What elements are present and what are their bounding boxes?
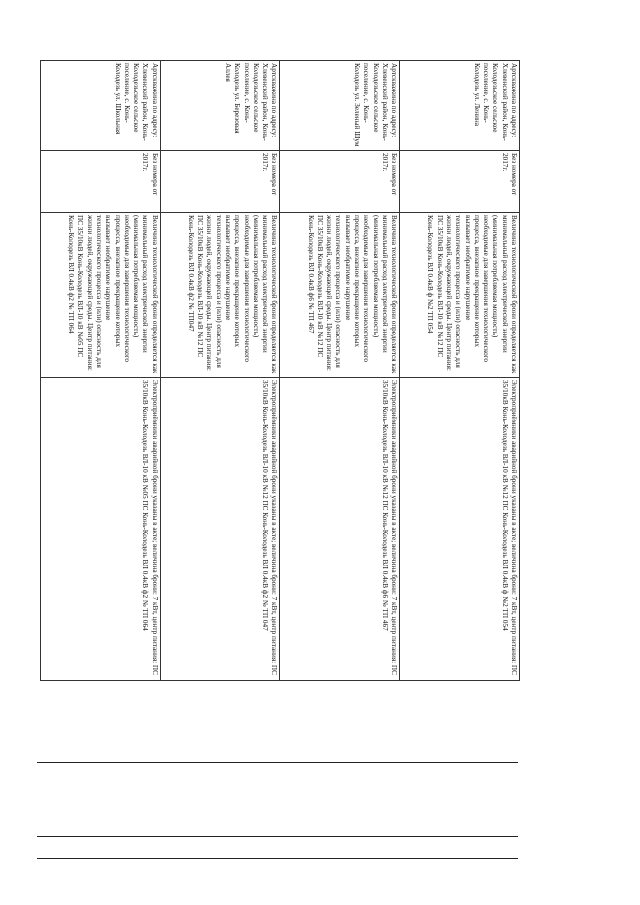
object-name-cell: Артскважина по адресу: Хлевенский район, Конь-Колодезьское сельское поселение, с. Конь-Колодезь ул. Школьная	[41, 61, 161, 151]
object-name-cell: Артскважина по адресу: Хлевенский район, Конь-Колодезьское сельское поселение, с. Конь-Колодезь ул. Зеленый Шум	[280, 61, 400, 151]
table-row	[41, 61, 161, 681]
act-number-cell: Без номера от 2017г.	[280, 151, 400, 213]
tech-reserve-cell: Величина технологической брони определяется как минимальный расход электрической энергии (минимальная потребляемая мощность) необходимые для завершения технологического процесса, внезапное прекращение которых вызывает необратимое нарушение технологического процесса и (или) опасность для жизни людей, окружающей среды. Центр питания: ПС 35/10кВ Конь-Колодезь ВЛ-10 кВ №12 ПС Конь-Колодезь ВЛ 0.4кВ ф2 № ТП047	[160, 213, 280, 378]
tech-reserve-cell: Величина технологической брони определяется как минимальный расход электрической энергии (минимальная потребляемая мощность) необходимые для завершения технологического процесса, внезапное прекращение которых вызывает необратимое нарушение технологического процесса и (или) опасность для жизни людей, окружающей среды. Центр питания: ПС 35/10кВ Конь-Колодезь ВЛ-10 кВ №12 ПС Конь-Колодезь ВЛ 0.4кВ ф6 № ТП 467	[280, 213, 400, 378]
emergency-reserve-cell: Электроприёмники аварийной брони указаны в акте; величина брони: 7 кВт, центр питания: ПС 35/10кВ Конь-Колодезь ВЛ-10 кВ №12 ПС Конь-Колодезь ВЛ 0.4кВ ф2 № ТП 047	[160, 378, 280, 681]
object-name-cell: Артскважина по адресу: Хлевенский район, Конь-Колодезьское сельское поселение, с. Конь-Колодезь ул. Ленина	[400, 61, 520, 151]
act-number-cell: Без номера от 2017г.	[41, 151, 161, 213]
footer-rule-2	[37, 836, 518, 837]
act-number-cell: Без номера от 2017г.	[400, 151, 520, 213]
tech-reserve-cell: Величина технологической брони определяется как минимальный расход электрической энергии (минимальная потребляемая мощность) необходимые для завершения технологического процесса, внезапное прекращение которых вызывает необратимое нарушение технологического процесса и (или) опасность для жизни людей, окружающей среды. Центр питания: ПС 35/10кВ Конь-Колодезь ВЛ-10 кВ №12 ПС Конь-Колодезь ВЛ 0.4кВ ф №2 ТП 054	[400, 213, 520, 378]
emergency-reserve-cell: Электроприёмники аварийной брони указаны в акте; величина брони: 7 кВт, центр питания: ПС 35/10кВ Конь-Колодезь ВЛ-10 кВ №12 ПС Конь-Колодезь ВЛ 0.4кВ ф №2 ТП 054	[400, 378, 520, 681]
table-row	[400, 61, 520, 681]
rotated-table-container	[40, 60, 520, 680]
footer-rule-1	[37, 762, 518, 763]
emergency-reserve-cell: Электроприёмники аварийной брони указаны в акте; величина брони: 7 кВт, центр питания: ПС 35/10кВ Конь-Колодезь ВЛ-10 кВ №12 ПС Конь-Колодезь ВЛ 0.4кВ ф6 № ТП 467	[280, 378, 400, 681]
emergency-reserve-cell: Электроприёмники аварийной брони указаны в акте; величина брони: 7 кВт, центр питания: ПС 35/10кВ Конь-Колодезь ВЛ-10 кВ №05 ПС Конь-Колодезь ВЛ 0.4кВ ф2 № ТП 064	[41, 378, 161, 681]
table-row	[160, 61, 280, 681]
reservation-table	[40, 60, 520, 681]
object-name-cell: Артскважина по адресу: Хлевенский район, Конь-Колодезьское сельское поселение, с. Конь-Колодезь ул. Березовая Аллея	[160, 61, 280, 151]
table-row	[280, 61, 400, 681]
footer-rule-3	[37, 858, 518, 859]
act-number-cell: Без номера от 2017г.	[160, 151, 280, 213]
tech-reserve-cell: Величина технологической брони определяется как минимальный расход электрической энергии (минимальная потребляемая мощность) необходимые для завершения технологического процесса, внезапное прекращение которых вызывает необратимое нарушение технологического процесса и (или) опасность для жизни людей, окружающей среды. Центр питания: ПС 35/10кВ Конь-Колодезь ВЛ-10 кВ №05 ПС Конь-Колодезь ВЛ 0.4кВ ф2 № ТП 064	[41, 213, 161, 378]
